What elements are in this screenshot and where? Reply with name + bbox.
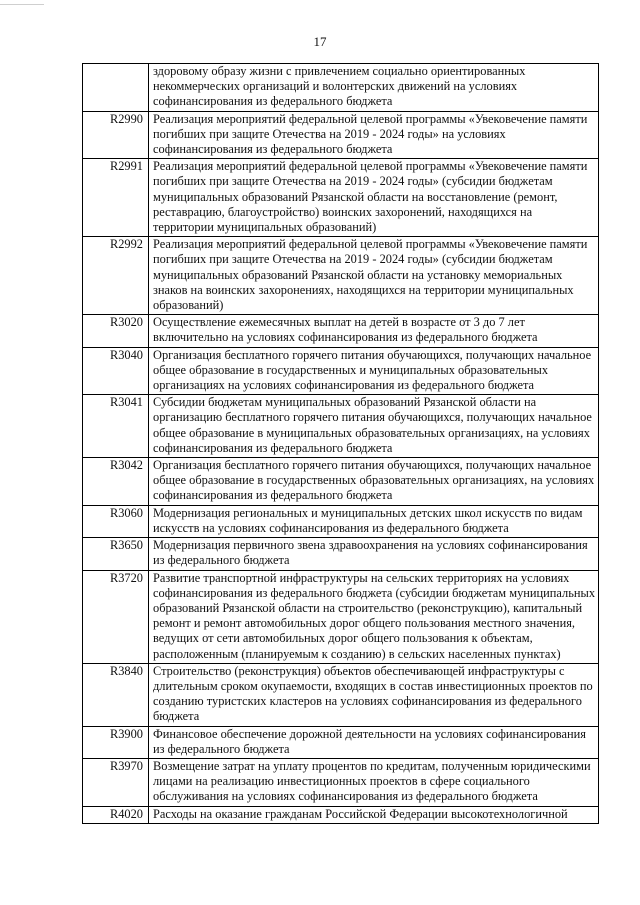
table-row xyxy=(83,159,599,237)
row-code: R2992 xyxy=(83,237,149,315)
table-row xyxy=(83,538,599,570)
row-code: R4020 xyxy=(83,806,149,823)
table-row xyxy=(83,663,599,726)
row-code: R3020 xyxy=(83,315,149,347)
row-description: здоровому образу жизни с привлечением социально ориентированных некоммерческих организаций и волонтерских движений на условиях софинансирования из федерального бюджета xyxy=(149,64,599,112)
row-description: Организация бесплатного горячего питания обучающихся, получающих начальное общее образование в государственных образовательных организациях, на условиях софинансирования из федерального бюджета xyxy=(149,458,599,506)
page-number: 17 xyxy=(313,34,327,49)
row-code: R3041 xyxy=(83,395,149,458)
row-code xyxy=(83,64,149,112)
table-row xyxy=(83,726,599,758)
row-description: Реализация мероприятий федеральной целевой программы «Увековечение памяти погибших при защите Отечества на 2019 - 2024 годы» (субсидии бюджетам муниципальных образований Рязанской области на установку мемориальных знаков на воинских захоронениях, находящихся на территории муниципальных образований) xyxy=(149,237,599,315)
row-code: R3060 xyxy=(83,505,149,537)
row-code: R2990 xyxy=(83,111,149,159)
table-row xyxy=(83,458,599,506)
table-row xyxy=(83,315,599,347)
table-row xyxy=(83,347,599,395)
row-description: Финансовое обеспечение дорожной деятельности на условиях софинансирования из федерального бюджета xyxy=(149,726,599,758)
table-row xyxy=(83,111,599,159)
row-code: R3900 xyxy=(83,726,149,758)
row-description: Реализация мероприятий федеральной целевой программы «Увековечение памяти погибших при защите Отечества на 2019 - 2024 годы» (субсидии бюджетам муниципальных образований Рязанской области на восстановление (ремонт, реставрацию, благоустройство) воинских захоронений, находящихся на территории муниципальных образований) xyxy=(149,159,599,237)
row-description: Организация бесплатного горячего питания обучающихся, получающих начальное общее образование в государственных и муниципальных образовательных организациях на условиях софинансирования из федерального бюджета xyxy=(149,347,599,395)
row-description: Модернизация первичного звена здравоохранения на условиях софинансирования из федерального бюджета xyxy=(149,538,599,570)
scan-corner-mark xyxy=(0,0,44,5)
row-code: R3040 xyxy=(83,347,149,395)
row-code: R3840 xyxy=(83,663,149,726)
table-row xyxy=(83,806,599,823)
budget-codes-table xyxy=(82,63,599,824)
table-row xyxy=(83,64,599,112)
row-description: Возмещение затрат на уплату процентов по кредитам, полученным юридическими лицами на реализацию инвестиционных проектов в сфере социального обслуживания на условиях софинансирования из федерального бюджета xyxy=(149,758,599,806)
row-code: R3650 xyxy=(83,538,149,570)
table-row xyxy=(83,237,599,315)
table-row xyxy=(83,395,599,458)
row-description: Реализация мероприятий федеральной целевой программы «Увековечение памяти погибших при защите Отечества на 2019 - 2024 годы» на условиях софинансирования из федерального бюджета xyxy=(149,111,599,159)
row-code: R3970 xyxy=(83,758,149,806)
row-description: Расходы на оказание гражданам Российской Федерации высокотехнологичной xyxy=(149,806,599,823)
row-description: Осуществление ежемесячных выплат на детей в возрасте от 3 до 7 лет включительно на условиях софинансирования из федерального бюджета xyxy=(149,315,599,347)
row-description: Субсидии бюджетам муниципальных образований Рязанской области на организацию бесплатного горячего питания обучающихся, получающих начальное общее образование в муниципальных образовательных организациях, на условиях софинансирования из федерального бюджета xyxy=(149,395,599,458)
row-code: R3720 xyxy=(83,570,149,663)
row-code: R3042 xyxy=(83,458,149,506)
table-row xyxy=(83,505,599,537)
row-description: Развитие транспортной инфраструктуры на сельских территориях на условиях софинансирования из федерального бюджета (субсидии бюджетам муниципальных образований Рязанской области на строительство (реконструкцию), капитальный ремонт и ремонт автомобильных дорог общего пользования местного значения, ведущих от сети автомобильных дорог общего пользования к объектам, расположенным (планируемым к созданию) в сельских населенных пунктах) xyxy=(149,570,599,663)
row-code: R2991 xyxy=(83,159,149,237)
table-row xyxy=(83,758,599,806)
row-description: Строительство (реконструкция) объектов обеспечивающей инфраструктуры с длительным сроком окупаемости, входящих в состав инвестиционных проектов по созданию туристских кластеров на условиях софинансирования из федерального бюджета xyxy=(149,663,599,726)
table-row xyxy=(83,570,599,663)
row-description: Модернизация региональных и муниципальных детских школ искусств по видам искусств на условиях софинансирования из федерального бюджета xyxy=(149,505,599,537)
